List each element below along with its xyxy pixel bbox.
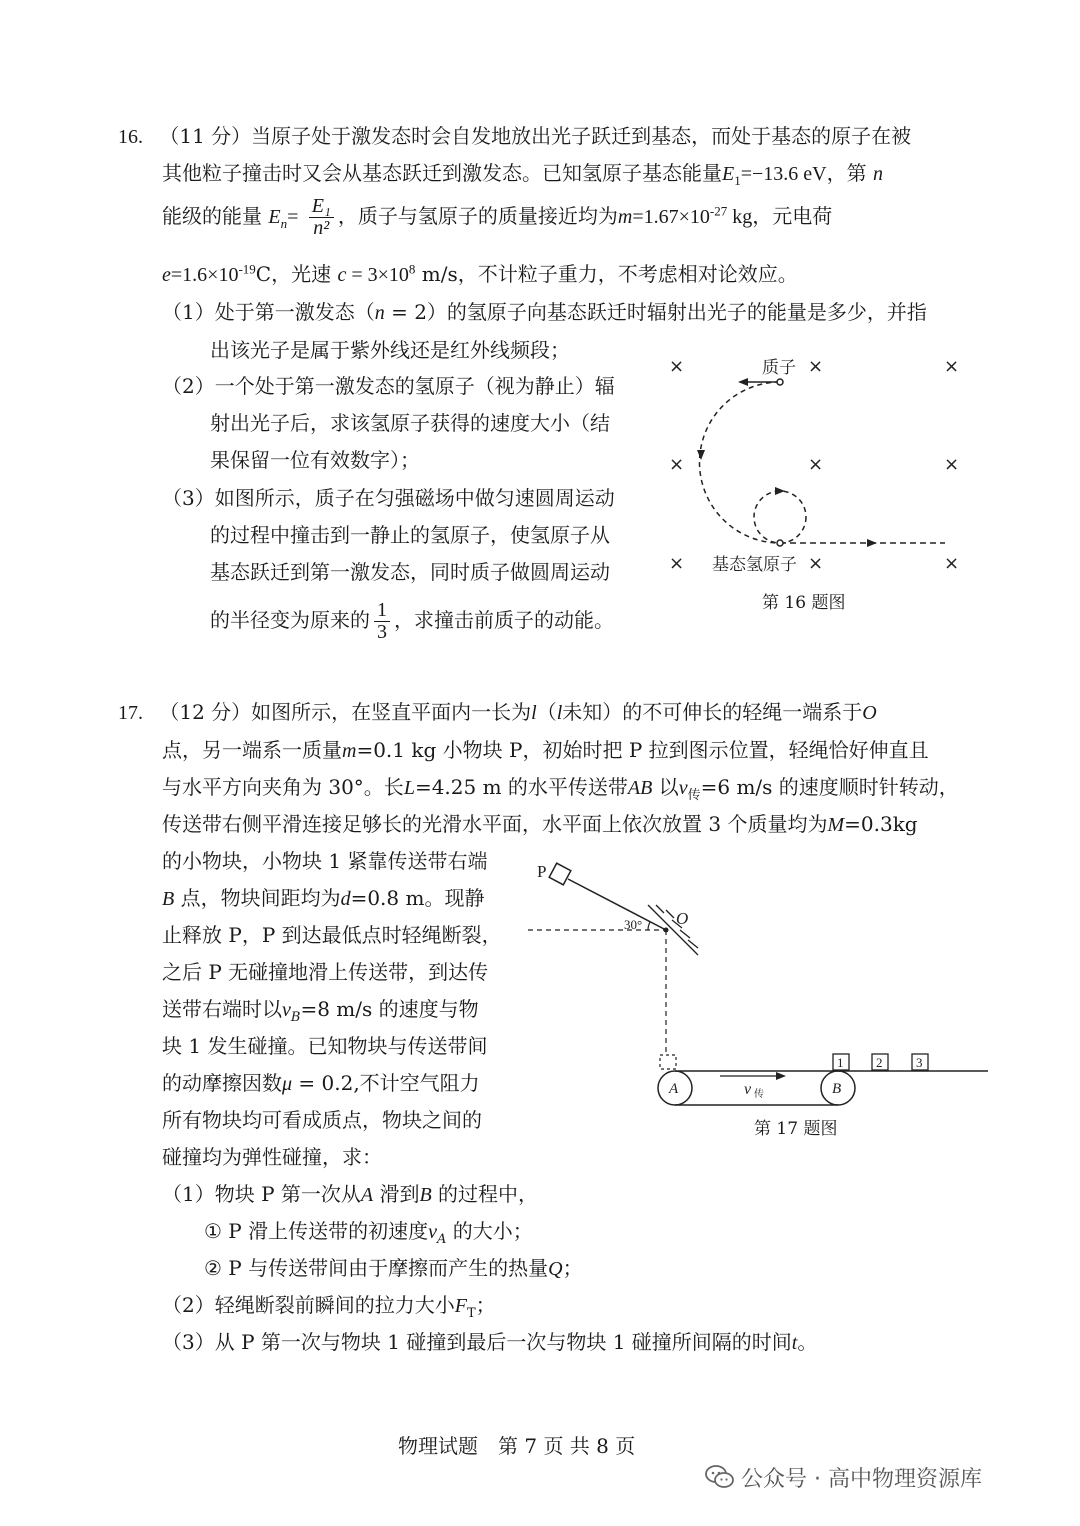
- rope: [568, 879, 666, 930]
- block-p: [549, 863, 571, 885]
- q17-line-11: 的动摩擦因数μ = 0.2,不计空气阻力: [162, 1071, 480, 1095]
- field-x-mark: ×: [944, 553, 960, 574]
- q16-part-3: （3）如图所示，质子在匀强磁场中做匀速圆周运动: [162, 486, 615, 510]
- arrow-icon: [775, 487, 785, 495]
- proton-small-orbit: [754, 491, 806, 543]
- label-o: O: [676, 909, 689, 928]
- q17-part-1: （1）物块 P 第一次从A 滑到B 的过程中，: [162, 1182, 539, 1206]
- field-x-mark: ×: [944, 454, 960, 475]
- q17-line-10: 块 1 发生碰撞。已知物块与传送带间: [162, 1034, 488, 1058]
- question-number: 16.: [118, 126, 143, 148]
- block-p-lowest: [660, 1055, 676, 1069]
- label-v: v: [744, 1081, 752, 1098]
- arrow-icon: [697, 450, 705, 460]
- q16-part-2: （2）一个处于第一激发态的氢原子（视为静止）辐: [162, 374, 615, 398]
- label-p: P: [537, 862, 547, 881]
- q17-line-12: 所有物块均可看成质点，物块之间的: [162, 1108, 482, 1132]
- field-x-mark: ×: [669, 356, 685, 377]
- page-footer: 物理试题 第 7 页 共 8 页: [398, 1434, 636, 1458]
- q16-part-1-cont: 出该光子是属于紫外线还是红外线频段；: [210, 338, 570, 362]
- q16-line-1: 16. （11 分）当原子处于激发态时会自发地放出光子跃迁到基态，而处于基态的原子在被: [118, 124, 912, 148]
- arrow-icon: [867, 539, 877, 547]
- question-number: 17.: [118, 702, 143, 724]
- q16-part-2-cont2: 果保留一位有效数字）；: [210, 448, 420, 472]
- q16-line-3: 能级的能量 $E_n=$ $\frac{\text{E₁}}{\text{n²}}$ ，质子与氢原子的质量接近均为$m=1.67\times 10^{-27}$ kg，元电荷: [162, 195, 833, 239]
- label-v-sub: 传: [754, 1089, 764, 1100]
- q17-line-3: 与水平方向夹角为 30°。长L=4.25 m 的水平传送带AB 以$v_传=6$ m/s 的速度顺时针转动，: [162, 775, 959, 803]
- field-x-mark: ×: [808, 553, 824, 574]
- label-block-1: 1: [837, 1055, 844, 1070]
- figure-16-magnetic-field: [655, 345, 985, 585]
- q17-line-6: B 点，物块间距均为d=0.8 m。现静: [162, 886, 485, 910]
- q17-part-3: （3）从 P 第一次与物块 1 碰撞到最后一次与物块 1 碰撞所间隔的时间t。: [162, 1330, 818, 1354]
- q17-line-7: 止释放 P，P 到达最低点时轻绳断裂，: [162, 923, 502, 947]
- q16-line-2: 其他粒子撞击时又会从基态跃迁到激发态。已知氢原子基态能量$E_1=-13.6$ eV，第 n: [162, 161, 883, 188]
- q16-part-3-cont: 的过程中撞击到一静止的氢原子，使氢原子从: [210, 523, 610, 547]
- proton-label: 质子: [762, 358, 796, 378]
- field-x-mark: ×: [669, 553, 685, 574]
- field-x-mark: ×: [669, 454, 685, 475]
- field-x-mark: ×: [808, 356, 824, 377]
- one-third-fraction: $\frac{1}{3}$: [374, 600, 390, 643]
- label-block-2: 2: [876, 1055, 883, 1070]
- energy-level-fraction: $\frac{\text{E₁}}{\text{n²}}$: [309, 196, 334, 239]
- label-block-3: 3: [916, 1055, 923, 1070]
- q17-line-1: 17. （12 分）如图所示，在竖直平面内一长为l（l未知）的不可伸长的轻绳一端系于O: [118, 700, 877, 724]
- q17-part-1-sub-1: ① P 滑上传送带的初速度$v_A$ 的大小；: [204, 1219, 533, 1247]
- watermark: 公众号 · 高中物理资源库: [705, 1462, 982, 1496]
- hydrogen-dot: [777, 540, 783, 546]
- field-x-mark: ×: [944, 356, 960, 377]
- pivot-o: [664, 928, 669, 933]
- figure-17-caption: 第 17 题图: [754, 1119, 838, 1139]
- label-a: A: [669, 1081, 679, 1097]
- q17-part-1-sub-2: ② P 与传送带间由于摩擦而产生的热量Q；: [204, 1256, 583, 1280]
- q17-line-13: 碰撞均为弹性碰撞，求：: [162, 1145, 382, 1169]
- proton-dot: [777, 379, 783, 385]
- q17-part-2: （2）轻绳断裂前瞬间的拉力大小$F_T$；: [162, 1293, 496, 1321]
- wechat-icon: [705, 1464, 735, 1496]
- q16-part-3-cont3: 的半径变为原来的 $\frac{1}{3}$ ，求撞击前质子的动能。: [210, 599, 614, 643]
- q16-part-2-cont: 射出光子后，求该氢原子获得的速度大小（结: [210, 411, 610, 435]
- q17-line-9: 送带右端时以$v_B=8$ m/s 的速度与物: [162, 997, 479, 1025]
- q16-part-1: （1）处于第一激发态（n = 2）的氢原子向基态跃迁时辐射出光子的能量是多少，并指: [162, 300, 927, 324]
- label-angle: 30°: [624, 917, 643, 932]
- field-x-mark: ×: [808, 454, 824, 475]
- label-b: B: [832, 1081, 842, 1097]
- arrow-icon: [738, 378, 748, 386]
- figure-17-conveyor: [520, 850, 990, 1110]
- q17-line-4: 传送带右侧平滑连接足够长的光滑水平面，水平面上依次放置 3 个质量均为M=0.3kg: [162, 812, 918, 836]
- proton-large-orbit: [700, 382, 781, 543]
- angle-arc: [648, 922, 650, 930]
- figure-16-caption: 第 16 题图: [762, 593, 846, 613]
- q17-line-5: 的小物块，小物块 1 紧靠传送带右端: [162, 849, 488, 873]
- arrow-icon: [776, 1072, 786, 1080]
- q16-line-4: $e=1.6\times 10^{-19}C$，光速 $c = 3\times 10^8$ m/s，不计粒子重力，不考虑相对论效应。: [162, 261, 798, 286]
- hydrogen-label: 基态氢原子: [712, 555, 797, 575]
- q16-part-3-cont2: 基态跃迁到第一激发态，同时质子做圆周运动: [210, 560, 610, 584]
- q17-line-2: 点，另一端系一质量m=0.1 kg 小物块 P，初始时把 P 拉到图示位置，轻绳恰好伸直且: [162, 738, 929, 762]
- q17-line-8: 之后 P 无碰撞地滑上传送带，到达传: [162, 960, 489, 984]
